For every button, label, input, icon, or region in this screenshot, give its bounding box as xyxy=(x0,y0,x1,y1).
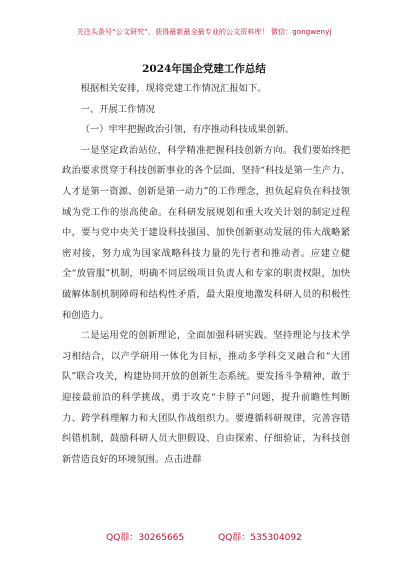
body-paragraph: 二是运用党的创新理论，全面加强科研实践。坚持理论与技术学习相结合，以产学研用一体化为目标，推动多学科交叉融合和“大团队”联合攻关，构建协同开放的创新生态系统。要发扬斗争精神，敢于迎接最前沿的科学挑战，勇于攻克“卡脖子”问题，提升前瞻性判断力、跨学科理解力和大团队作战组织力。要遵循科研规律，完善容错纠错机制，鼓励科研人员大胆假设、自由探索、仔细验证，为科技创新营造良好的环境氛围。点击进群 xyxy=(62,330,350,465)
footer-qq-groups xyxy=(0,530,408,543)
body-paragraph: 一是坚定政治站位，科学精准把握科技创新方向。我们要始终把政治要求贯穿于科技创新事业的各个层面，坚持“科技是第一生产力、人才是第一资源、创新是第一动力”的工作理念，担负起肩负在科技领域为党工作的崇高使命。在科研发展规划和重大攻关计划的制定过程中，要与党中央关于建设科技强国、加快创新驱动发展的伟大战略紧密对接，努力成为国家战略科技力量的先行者和推动者。应建立健全“放管服”机制，明确不同层级项目负责人和专家的职责权限，加快破解体制机制障碍和结构性矛盾，最大限度地激发科研人员的积极性和创造力。 xyxy=(62,144,350,321)
section-heading: 一、开展工作情况 xyxy=(80,103,155,115)
header-banner: 关注头条号“公文研究”，获得最新最全最专业的公文资料库！ 微信：gongwenyj xyxy=(76,28,332,36)
qq-group-2: QQ群：535304092 xyxy=(218,533,302,543)
intro-paragraph: 根据相关安排，现将党建工作情况汇报如下。 xyxy=(80,83,267,94)
page-title: 2024年国企党建工作总结 xyxy=(142,63,266,75)
subsection-heading: （一）牢牢把握政治引领，有序推动科技成果创新。 xyxy=(80,124,295,136)
document-body xyxy=(62,79,350,470)
qq-group-1: QQ群：30265665 xyxy=(106,533,185,543)
